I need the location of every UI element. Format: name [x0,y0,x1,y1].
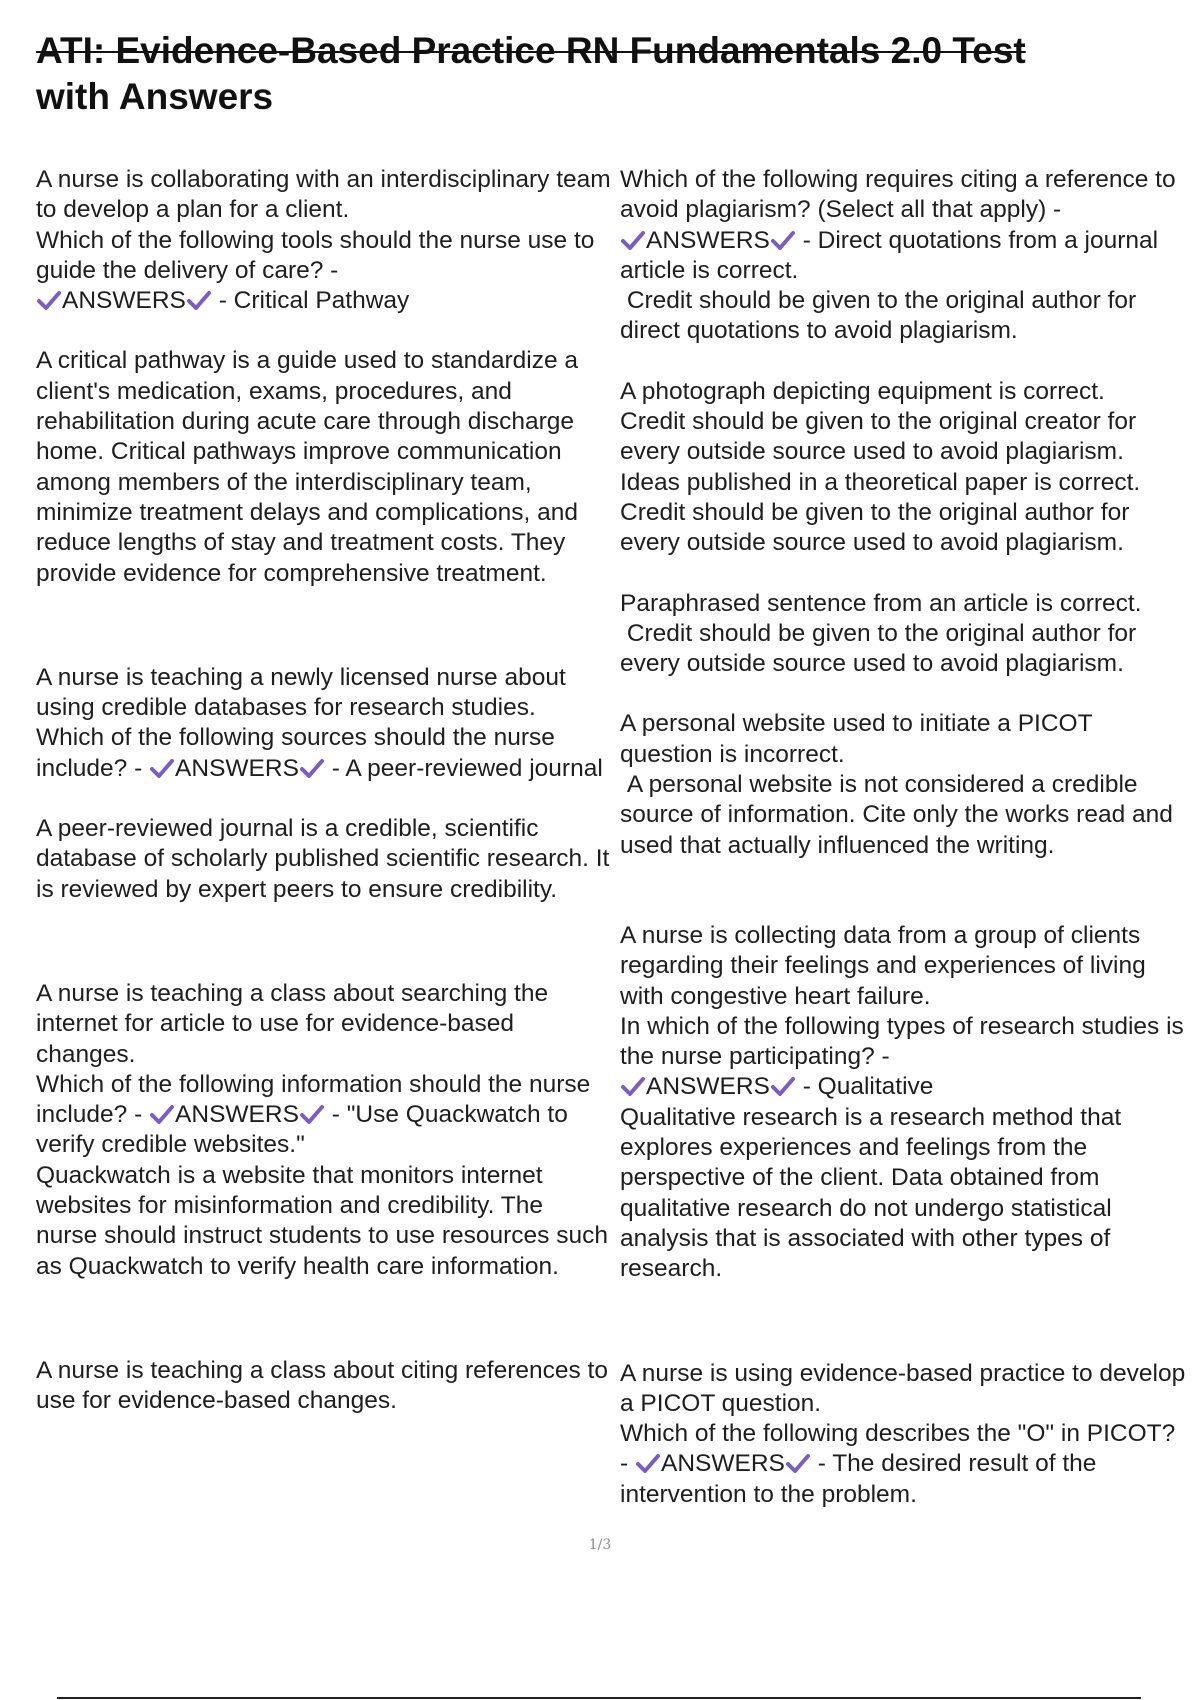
check-icon [299,757,325,779]
question-text: A nurse is teaching a class about searching the internet for article to use for evidence-based changes. [36,979,549,1068]
footer-divider [57,1697,1141,1699]
explanation: A peer-reviewed journal is a credible, scientific database of scholarly published scientific research. It is reviewed by expert peers to ensure credibility. [36,815,610,903]
answer-text: - Critical Pathway [218,287,410,315]
question-prompt: Which of the following tools should the nurse use to guide the delivery of care? - [36,226,595,284]
explanation-line: Credit should be given to the original author for every outside source used to avoid plagiarism. [620,498,1130,557]
check-icon [149,1103,175,1125]
question-prompt: Which of the following sources should the nurse include? - [36,724,555,782]
answer-text: - The desired result of the intervention to the problem. [620,1450,1097,1508]
check-icon [785,1452,811,1474]
answers-label: ANSWERS [646,1073,770,1101]
question-text: A nurse is collecting data from a group of clients regarding their feelings and experiences of living with congestive heart failure. [620,921,1146,1010]
check-icon [635,1452,661,1474]
explanation: Qualitative research is a research method that explores experiences and feelings from the perspective of the client. Data obtained from qualitative research do not undergo statistical analysis that is associated with other types of research. [620,1103,1122,1283]
question-text: A nurse is using evidence-based practice to develop a PICOT question. [620,1359,1186,1417]
check-icon [299,1103,325,1125]
right-column [620,165,1190,1510]
page-number: 1/3 [588,1537,612,1553]
question-text: A nurse is teaching a newly licensed nurse about using credible databases for research studies. [36,663,566,722]
answers-label: ANSWERS [175,1101,299,1129]
check-icon [149,757,175,779]
question-picot [620,1359,1190,1510]
explanation-line: Ideas published in a theoretical paper is correct. [620,468,1141,496]
title-line-2: with Answers [36,76,274,117]
explanation: Quackwatch is a website that monitors internet websites for misinformation and credibility. The nurse should instruct students to use resources such as Quackwatch to verify health care information. [36,1161,608,1280]
answer-text: - "Use Quackwatch to verify credible websites." [36,1101,568,1159]
answer-text: - Qualitative [802,1073,934,1101]
question-text: Which of the following requires citing a reference to avoid plagiarism? (Select all that apply) - [620,166,1176,224]
explanation-line: A personal website used to initiate a PICOT question is incorrect. [620,710,1093,768]
explanation-line: A personal website is not considered a credible source of information. Cite only the works read and used that actually influenced the writing. [620,771,1173,859]
answers-label: ANSWERS [646,226,770,254]
explanation: A critical pathway is a guide used to standardize a client's medication, exams, procedures, and rehabilitation during acute care through discharge home. Critical pathways improve communication among members of the interdisciplinary team, minimize treatment delays and complications, and reduce lengths of stay and treatment costs. They provide evidence for comprehensive treatment. [36,347,579,587]
question-citing-references: A nurse is teaching a class about citing references to use for evidence-based changes. [36,1356,608,1415]
document-title [36,28,1166,120]
explanation-photograph [620,377,1190,559]
explanation-line: A photograph depicting equipment is correct. [620,377,1105,405]
explanation-line: Credit should be given to the original creator for every outside source used to avoid plagiarism. [620,408,1137,466]
explanation-line: Paraphrased sentence from an article is correct. [620,589,1142,617]
question-critical-pathway [36,165,611,316]
question-prompt: In which of the following types of research studies is the nurse participating? - [620,1012,1184,1071]
answers-label: ANSWERS [62,287,186,315]
check-icon [620,229,646,251]
question-prompt: Which of the following information should the nurse include? - [36,1070,591,1129]
check-icon [620,1075,646,1097]
question-plagiarism [620,165,1190,347]
title-line-1: ATI: Evidence-Based Practice RN Fundamentals 2.0 Test [36,30,1026,71]
explanation-paraphrased [620,589,1190,680]
check-icon [770,229,796,251]
question-credible-databases [36,663,611,784]
question-text: A nurse is collaborating with an interdisciplinary team to develop a plan for a client. [36,166,611,224]
answer-text: - A peer-reviewed journal [331,754,603,782]
question-prompt: Which of the following describes the "O" in PICOT? - [620,1420,1176,1478]
explanation-personal-website [620,709,1190,860]
check-icon [186,289,212,311]
check-icon [770,1075,796,1097]
answers-label: ANSWERS [175,754,299,782]
question-internet-search [36,979,611,1282]
explanation: Credit should be given to the original author for direct quotations to avoid plagiarism. [620,287,1137,345]
check-icon [36,289,62,311]
question-research-type [620,921,1190,1285]
answer-text: - Direct quotations from a journal article is correct. [620,226,1159,284]
answers-label: ANSWERS [660,1450,785,1478]
explanation-line: Credit should be given to the original author for every outside source used to avoid plagiarism. [620,619,1137,678]
left-column [36,165,611,1417]
